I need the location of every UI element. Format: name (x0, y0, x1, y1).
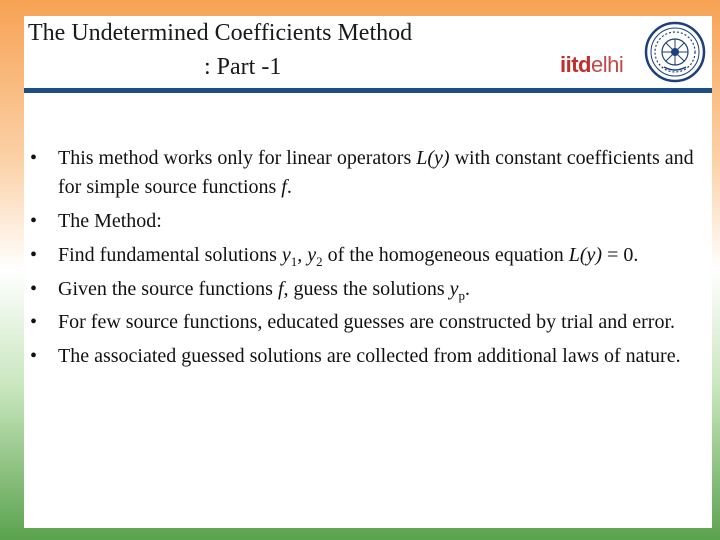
math-subscript: 2 (316, 254, 323, 269)
bullet-text: with constant coefficients and for simple source functions (58, 147, 694, 198)
math-variable: y (449, 278, 459, 300)
bullet-text: Given the source functions (58, 278, 278, 300)
header-rule (24, 88, 712, 93)
math-operator: L(y) (568, 244, 603, 266)
math-subscript: p (458, 288, 466, 303)
bullet-item (30, 342, 700, 371)
iit-delhi-emblem-icon (644, 21, 706, 83)
bullet-text: = 0. (602, 244, 639, 266)
logo-text-part2: elhi (591, 52, 624, 77)
bullet-item (30, 241, 700, 270)
bullet-dot: • (30, 345, 38, 367)
bullet-item (30, 207, 700, 236)
bullet-dot: • (30, 147, 38, 169)
title-line-2: : Part -1 (204, 54, 282, 80)
slide-header (24, 16, 712, 80)
bullet-dot: • (30, 210, 38, 232)
bullet-dot: • (30, 244, 38, 266)
bullet-item (30, 144, 700, 202)
logo-text-part1: iitd (560, 52, 591, 77)
bullet-item (30, 308, 700, 337)
bullet-dot: • (30, 278, 38, 300)
math-variable: y (281, 244, 291, 266)
bullet-text: This method works only for linear operators (58, 147, 417, 169)
math-variable: y (307, 244, 317, 266)
bullet-text: The Method: (58, 210, 162, 232)
bullet-list (30, 144, 700, 376)
math-variable: f (277, 278, 284, 300)
bullet-text: . (286, 176, 292, 198)
bullet-text: of the homogeneous equation (322, 244, 569, 266)
slide-panel (24, 16, 712, 528)
bullet-text: , (297, 244, 308, 266)
math-variable: f (281, 176, 287, 198)
bullet-dot: • (30, 311, 38, 333)
bullet-item (30, 275, 700, 304)
slide-title (28, 16, 498, 84)
title-line-1: The Undetermined Coefficients Method (28, 20, 413, 46)
bullet-text: The associated guessed solutions are collected from additional laws of nature. (58, 345, 681, 367)
math-subscript: 1 (290, 254, 298, 269)
bullet-text: , guess the solutions (283, 278, 450, 300)
iit-delhi-logo-text (560, 52, 623, 78)
bullet-text: Find fundamental solutions (58, 244, 282, 266)
bullet-text: For few source functions, educated guesses are constructed by trial and error. (58, 311, 676, 333)
bullet-text: . (465, 278, 471, 300)
math-operator: L(y) (416, 147, 450, 169)
